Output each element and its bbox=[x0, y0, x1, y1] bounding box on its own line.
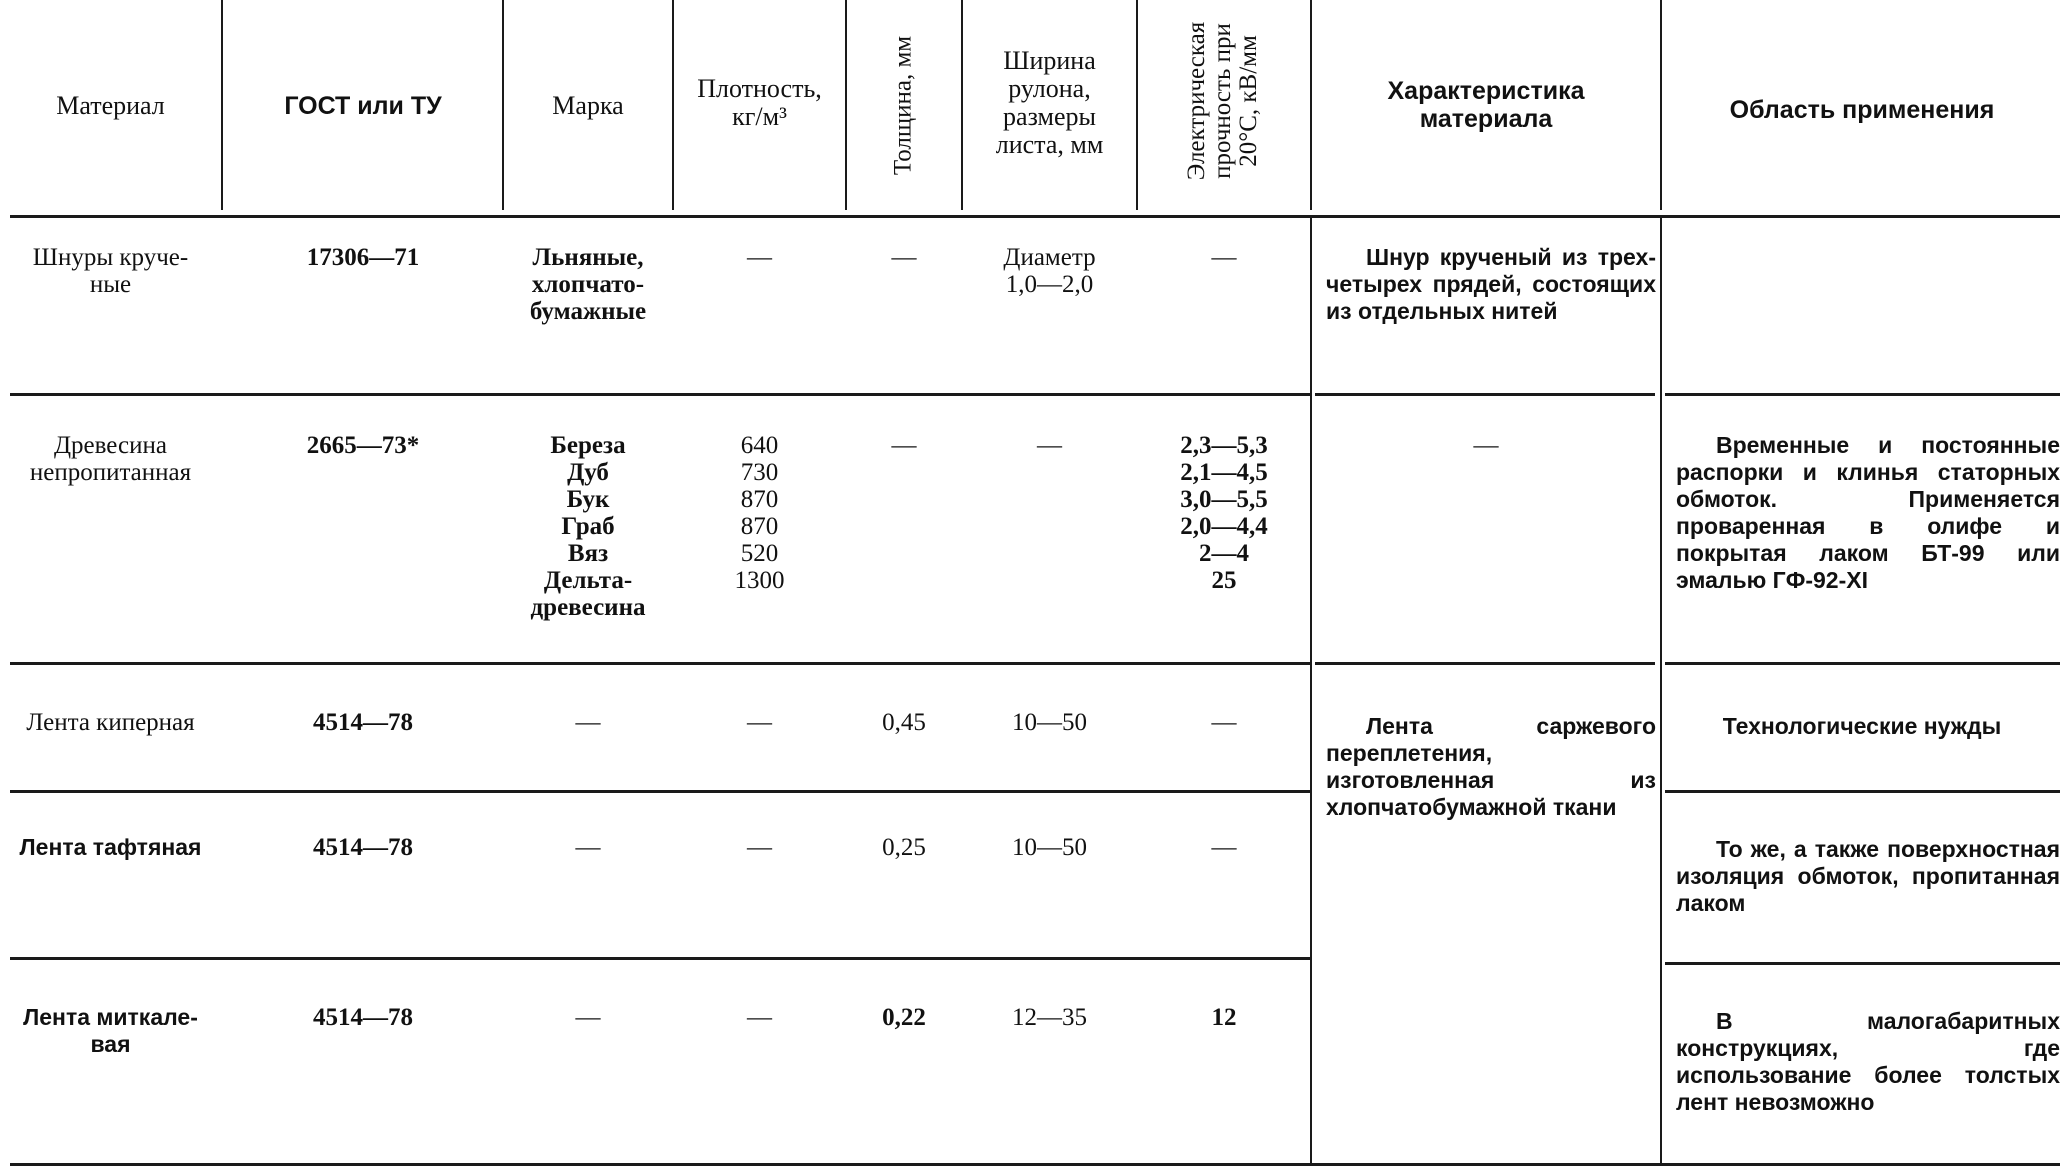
cell-material: Лента миткале- вая bbox=[23, 1004, 198, 1057]
cell-strength: — bbox=[1211, 834, 1237, 861]
cell-characteristic: — bbox=[1473, 432, 1499, 459]
row-rule bbox=[10, 662, 1310, 665]
cell-density: — bbox=[747, 1004, 772, 1031]
cell-thickness: — bbox=[891, 432, 917, 459]
cell-material: Древесина непропитанная bbox=[29, 432, 192, 486]
cell-characteristic: Лента саржевого переплетения, изготовленная из хлопчатобумажной ткани bbox=[1326, 713, 1656, 820]
cell-width: 10—50 bbox=[1012, 709, 1087, 736]
cell-gost: 2665—73* bbox=[306, 432, 420, 459]
row-rule bbox=[1665, 790, 2060, 793]
cell-strength: 12 bbox=[1211, 1004, 1237, 1031]
column-divider bbox=[1660, 215, 1662, 1165]
cell-gost: 4514—78 bbox=[313, 1004, 413, 1031]
row-rule bbox=[10, 957, 1310, 960]
cell-application: Временные и постоянные распорки и клинья статорных обмоток. Применяется проваренная в олифе и покрытая лаком БТ-99 или эмалью ГФ-92-ХI bbox=[1676, 432, 2060, 593]
row-rule bbox=[1315, 393, 1655, 396]
column-divider bbox=[221, 0, 223, 210]
header-width: Ширина рулона, размеры листа, мм bbox=[995, 46, 1104, 159]
cell-thickness: — bbox=[891, 244, 917, 271]
header-application: Область применения bbox=[1729, 96, 1995, 124]
cell-width: 12—35 bbox=[1012, 1004, 1087, 1031]
cell-width: Диаметр 1,0—2,0 bbox=[1003, 244, 1096, 298]
cell-density: — bbox=[747, 244, 772, 271]
row-rule bbox=[1665, 662, 2060, 665]
header-thickness: Толщина, мм bbox=[889, 35, 917, 176]
header-material: Материал bbox=[56, 91, 165, 120]
cell-width: — bbox=[1037, 432, 1062, 459]
cell-application: Технологические нужды bbox=[1722, 713, 2002, 739]
cell-strength: — bbox=[1211, 244, 1237, 271]
row-rule bbox=[1665, 393, 2060, 396]
cell-gost: 4514—78 bbox=[313, 709, 413, 736]
row-rule bbox=[10, 393, 1310, 396]
cell-density: 640 730 870 870 520 1300 bbox=[734, 432, 785, 594]
cell-material: Лента киперная bbox=[26, 709, 195, 736]
header-density: Плотность, кг/м³ bbox=[697, 74, 822, 131]
row-rule bbox=[10, 790, 1310, 793]
cell-brand: — bbox=[575, 834, 601, 861]
cell-brand: Береза Дуб Бук Граб Вяз Дельта- древесина bbox=[530, 432, 646, 621]
cell-material: Шнуры круче- ные bbox=[32, 244, 189, 298]
row-rule bbox=[1315, 662, 1655, 665]
bottom-rule bbox=[10, 1163, 2060, 1166]
header-characteristic: Характеристика материала bbox=[1387, 77, 1585, 133]
header-strength: Электрическая прочность при 20°С, кВ/мм bbox=[1183, 21, 1262, 181]
cell-thickness: 0,25 bbox=[882, 834, 926, 861]
cell-gost: 17306—71 bbox=[306, 244, 420, 271]
cell-brand: — bbox=[575, 1004, 601, 1031]
column-divider bbox=[845, 0, 847, 210]
cell-material: Лента тафтяная bbox=[19, 834, 202, 860]
header-brand: Марка bbox=[552, 91, 624, 120]
column-divider bbox=[1310, 215, 1312, 1165]
column-divider bbox=[1136, 0, 1138, 210]
cell-thickness: 0,22 bbox=[882, 1004, 926, 1031]
row-rule bbox=[1665, 962, 2060, 965]
cell-characteristic: Шнур крученый из трех-четырех прядей, состоящих из отдельных нитей bbox=[1326, 244, 1656, 324]
cell-brand: Льняные, хлопчато- бумажные bbox=[529, 244, 647, 325]
cell-brand: — bbox=[575, 709, 601, 736]
header-gost: ГОСТ или ТУ bbox=[284, 92, 442, 120]
cell-gost: 4514—78 bbox=[313, 834, 413, 861]
cell-strength: — bbox=[1211, 709, 1237, 736]
cell-strength: 2,3—5,3 2,1—4,5 3,0—5,5 2,0—4,4 2—4 25 bbox=[1180, 432, 1268, 594]
cell-width: 10—50 bbox=[1012, 834, 1087, 861]
cell-density: — bbox=[747, 709, 772, 736]
header-rule bbox=[10, 215, 2060, 218]
cell-application: В малогабаритных конструкциях, где использование более толстых лент невозможно bbox=[1676, 1008, 2060, 1115]
cell-application: То же, а также поверхностная изоляция обмоток, пропитанная лаком bbox=[1676, 836, 2060, 916]
cell-thickness: 0,45 bbox=[882, 709, 926, 736]
cell-density: — bbox=[747, 834, 772, 861]
